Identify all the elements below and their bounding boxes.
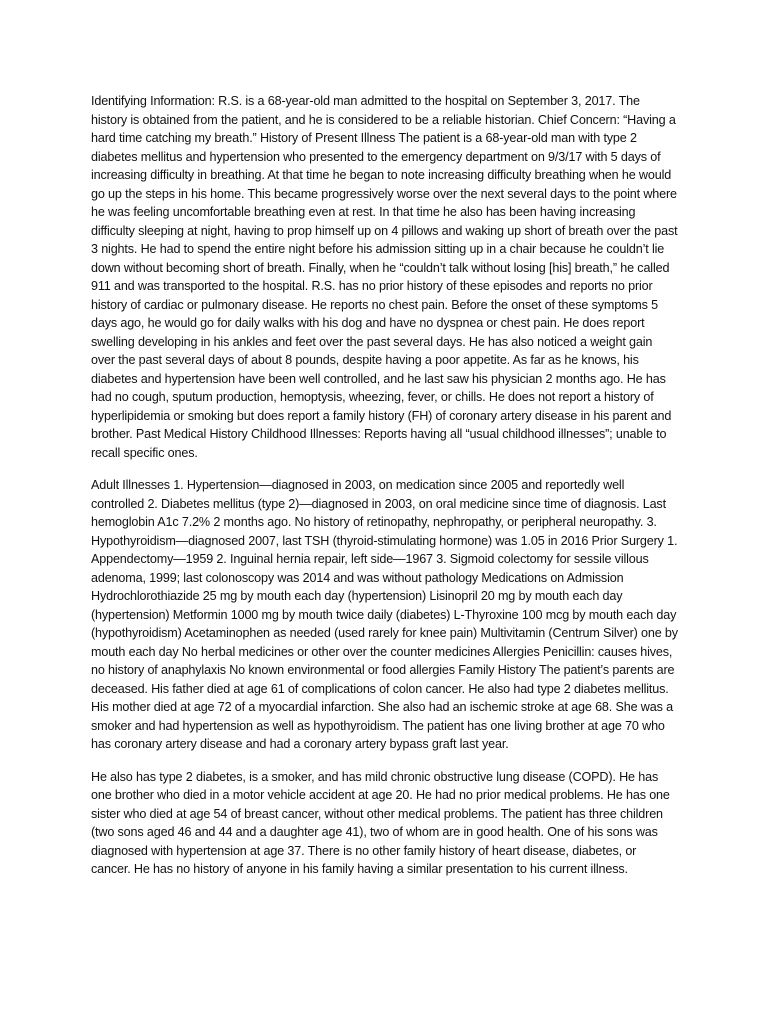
paragraph-past-medical-history: Adult Illnesses 1. Hypertension—diagnosed in 2003, on medication since 2005 and reportedly well controlled 2. Diabetes mellitus (type 2)—diagnosed in 2003, on oral medicine since time of diagnosis. Last hemoglobin A1c 7.2% 2 months ago. No history of retinopathy, nephropathy, or peripheral neuropathy. 3. Hypothyroidism—diagnosed 2007, last TSH (thyroid-stimulating hormone) was 1.05 in 2016 Prior Surgery 1. Appendectomy—1959 2. Inguinal hernia repair, left side—1967 3. Sigmoid colectomy for sessile villous adenoma, 1999; last colonoscopy was 2014 and was without pathology Medications on Admission Hydrochlorothiazide 25 mg by mouth each day (hypertension) Lisinopril 20 mg by mouth each day (hypertension) Metformin 1000 mg by mouth twice daily (diabetes) L-Thyroxine 100 mcg by mouth each day (hypothyroidism) Acetaminophen as needed (used rarely for knee pain) Multivitamin (Centrum Silver) one by mouth each day No herbal medicines or other over the counter medicines Allergies Penicillin: causes hives, no history of anaphylaxis No known environmental or food allergies Family History The patient’s parents are deceased. His father died at age 61 of complications of colon cancer. He also had type 2 diabetes mellitus. His mother died at age 72 of a myocardial infarction. She also had an ischemic stroke at age 68. She was a smoker and had hypertension as well as hypothyroidism. The patient has one living brother at age 70 who has coronary artery disease and had a coronary artery bypass graft last year. — [91, 478, 678, 751]
paragraph-family-history: He also has type 2 diabetes, is a smoker, and has mild chronic obstructive lung disease (COPD). He has one brother who died in a motor vehicle accident at age 20. He had no prior medical problems. He has one sister who died at age 54 of breast cancer, without other medical problems. The patient has three children (two sons aged 46 and 44 and a daughter age 41), two of whom are in good health. One of his sons was diagnosed with hypertension at age 37. There is no other family history of heart disease, diabetes, or cancer. He has no history of anyone in his family having a similar presentation to his current illness. — [91, 769, 670, 876]
paragraph-history-of-present-illness: Identifying Information: R.S. is a 68-year-old man admitted to the hospital on September 3, 2017. The history is obtained from the patient, and he is considered to be a reliable historian. Chief Concern: “Having a hard time catching my breath.” History of Present Illness The patient is a 68-year-old man with type 2 diabetes mellitus and hypertension who presented to the emergency department on 9/3/17 with 5 days of increasing difficulty in breathing. At that time he began to note increasing difficulty breathing when he would go up the steps in his home. This became progressively worse over the next several days to the point where he was feeling uncomfortable breathing even at rest. In that time he also has been having increasing difficulty sleeping at night, having to prop himself up on 4 pillows and waking up short of breath over the past 3 nights. He had to spend the entire night before his admission sitting up in a chair because he couldn’t lie down without becoming short of breath. Finally, when he “couldn’t talk without losing [his] breath,” he called 911 and was transported to the hospital. R.S. has no prior history of these episodes and reports no prior history of cardiac or pulmonary disease. He reports no chest pain. Before the onset of these symptoms 5 days ago, he would go for daily walks with his dog and have no dyspnea or chest pain. He does report swelling developing in his ankles and feet over the past several days. He has also noticed a weight gain over the past several days of about 8 pounds, despite having a poor appetite. As far as he knows, his diabetes and hypertension have been well controlled, and he last saw his physician 2 months ago. He has had no cough, sputum production, hemoptysis, wheezing, fever, or chills. He does not report a history of hyperlipidemia or smoking but does report a family history (FH) of coronary artery disease in his parent and brother. Past Medical History Childhood Illnesses: Reports having all “usual childhood illnesses”; unable to recall specific ones. — [91, 94, 678, 460]
document-page — [91, 92, 679, 893]
